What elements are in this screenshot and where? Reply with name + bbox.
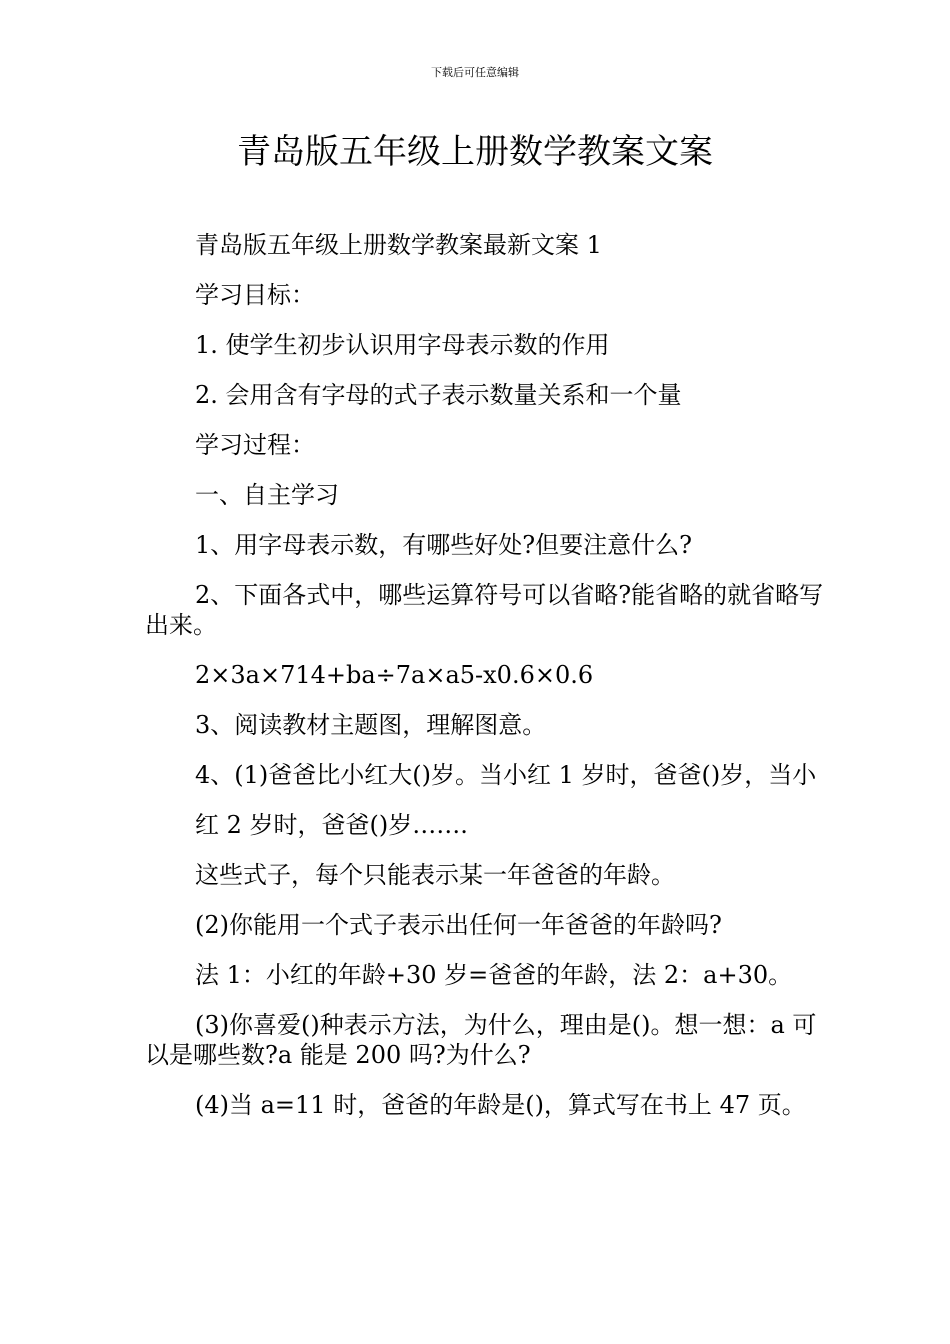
paragraph-note: 这些式子，每个只能表示某一年爸爸的年龄。 bbox=[195, 861, 675, 889]
paragraph-goal-1: 1. 使学生初步认识用字母表示数的作用 bbox=[195, 331, 610, 359]
paragraph-question-3: 3、阅读教材主题图，理解图意。 bbox=[195, 711, 547, 739]
document-body bbox=[145, 230, 825, 1140]
paragraph-methods: 法 1：小红的年龄+30 岁=爸爸的年龄，法 2：a+30。 bbox=[195, 961, 793, 989]
paragraph-question-4: 4、(1)爸爸比小红大()岁。当小红 1 岁时，爸爸()岁，当小 bbox=[195, 761, 817, 789]
paragraph-question-4-2: (2)你能用一个式子表示出任何一年爸爸的年龄吗? bbox=[195, 911, 722, 939]
paragraph-question-1: 1、用字母表示数，有哪些好处?但要注意什么? bbox=[195, 531, 693, 559]
paragraph-section-1-heading: 一、自主学习 bbox=[195, 481, 339, 509]
paragraph-learning-goals-heading: 学习目标： bbox=[195, 281, 315, 309]
paragraph-question-4-4: (4)当 a=11 时，爸爸的年龄是()，算式写在书上 47 页。 bbox=[195, 1091, 806, 1119]
paragraph-question-4-3: (3)你喜爱()种表示方法，为什么，理由是()。想一想：a 可以是哪些数?a 能是 200 吗?为什么? bbox=[145, 1011, 817, 1069]
paragraph-learning-process-heading: 学习过程： bbox=[195, 431, 315, 459]
header-note: 下载后可任意编辑 bbox=[431, 66, 519, 79]
paragraph-goal-2: 2. 会用含有字母的式子表示数量关系和一个量 bbox=[195, 381, 682, 409]
paragraph-question-4-continued: 红 2 岁时，爸爸()岁……. bbox=[195, 811, 468, 839]
document-title: 青岛版五年级上册数学教案文案 bbox=[237, 132, 713, 172]
paragraph-expression: 2×3a×714+ba÷7a×a5-x0.6×0.6 bbox=[195, 661, 594, 689]
paragraph-question-2: 2、下面各式中，哪些运算符号可以省略?能省略的就省略写出来。 bbox=[145, 581, 824, 639]
paragraph-subtitle: 青岛版五年级上册数学教案最新文案 1 bbox=[195, 231, 602, 259]
